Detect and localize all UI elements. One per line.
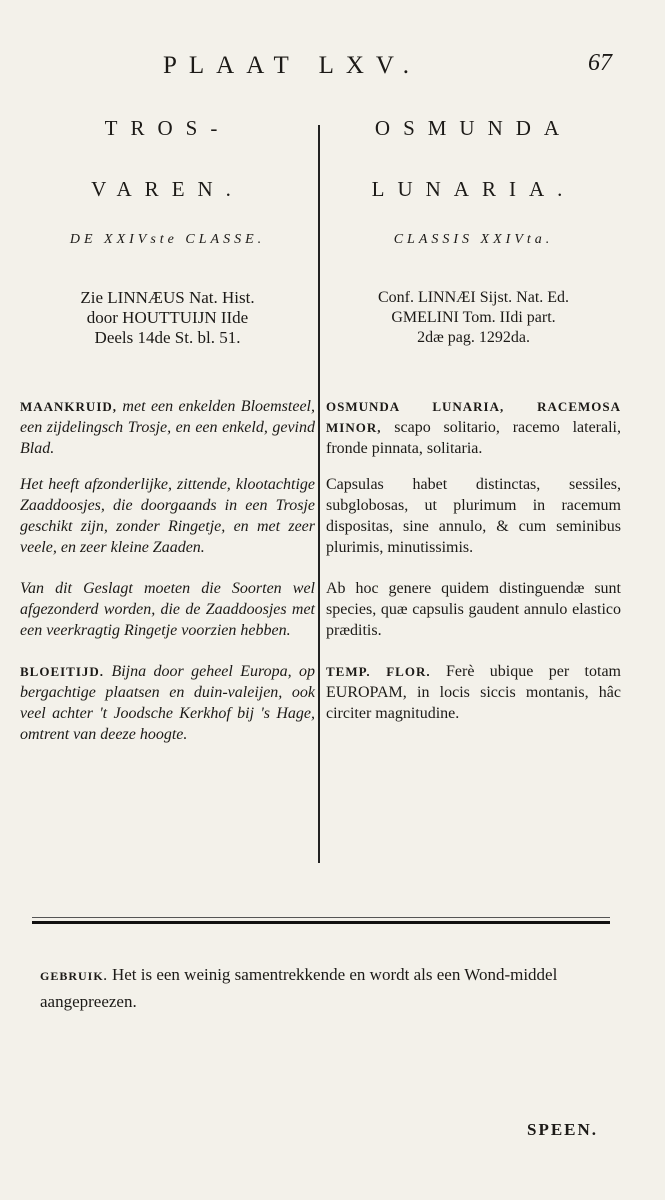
usage-lead: GEBRUIK. bbox=[40, 969, 108, 983]
dutch-name-lead: MAANKRUID, bbox=[20, 399, 118, 414]
latin-title-line-2: LUNARIA. bbox=[371, 177, 576, 201]
dutch-fruit-paragraph: Het heeft afzonderlijke, zittende, klootachtige Zaaddoosjes, die doorgaands in een Trosje geschikt zijn, zonder Ringetje, en met zeer veele, en zeer kleine Zaaden. bbox=[20, 476, 315, 556]
latin-column bbox=[326, 110, 621, 724]
dutch-reference-line: Zie LINNÆUS Nat. Hist. bbox=[80, 288, 255, 307]
section-rule-thin bbox=[32, 917, 610, 918]
latin-fruit-paragraph: Capsulas habet distinctas, sessiles, subglobosas, ut plurimum in racemum dispositas, sine annulo, & cum seminibus plurimis, minutissimis. bbox=[326, 476, 621, 556]
dutch-genus-note: Van dit Geslagt moeten die Soorten wel afgezonderd worden, die de Zaaddoosjes met een veerkragtig Ringetje voorzien hebben. bbox=[20, 580, 315, 639]
dutch-class-line: DE XXIVste CLASSE. bbox=[69, 232, 266, 247]
dutch-title-line-1: TROS- bbox=[104, 116, 231, 140]
dutch-title-line-2: VAREN. bbox=[91, 177, 244, 201]
latin-reference-line: 2dæ pag. 1292da. bbox=[417, 329, 530, 346]
plate-title: PLAAT LXV. bbox=[163, 52, 421, 79]
column-divider bbox=[318, 125, 320, 863]
dutch-flowering-time bbox=[20, 661, 315, 745]
dutch-description-text: met een enkelden Bloemsteel, een zijdelingsch Trosje, en een enkeld, gevind Blad. bbox=[20, 398, 315, 457]
usage-text: Het is een weinig samentrekkende en wordt als een Wond-middel aangepreezen. bbox=[40, 965, 558, 1011]
dutch-flowering-text: Bijna door geheel Europa, op bergachtige plaatsen en duin-valeijen, ook veel achter 't Joodsche Kerkhof bij 's Hage, omtrent van deeze hoogte. bbox=[20, 663, 315, 743]
usage-paragraph bbox=[40, 962, 620, 1014]
section-rule bbox=[32, 921, 610, 924]
dutch-description bbox=[20, 396, 315, 459]
latin-reference-line: GMELINI Tom. IIdi part. bbox=[391, 309, 556, 326]
dutch-flowering-lead: BLOEITIJD. bbox=[20, 664, 105, 679]
latin-reference-line: Conf. LINNÆI Sijst. Nat. Ed. bbox=[377, 289, 570, 306]
latin-flowering-lead: TEMP. FLOR. bbox=[326, 664, 431, 679]
dutch-column bbox=[20, 110, 315, 745]
dutch-reference bbox=[20, 288, 315, 348]
latin-class-line: CLASSIS XXIVta. bbox=[393, 232, 554, 247]
latin-description bbox=[326, 396, 621, 459]
latin-genus-note: Ab hoc genere quidem distinguendæ sunt species, quæ capsulis gaudent annulo elastico præditis. bbox=[326, 580, 621, 639]
catchword: SPEEN. bbox=[527, 1120, 599, 1139]
dutch-reference-line: door HOUTTUIJN IIde bbox=[86, 308, 249, 327]
latin-flowering-text: Ferè ubique per totam EUROPAM, in locis siccis montanis, hâc circiter magnitudine. bbox=[326, 663, 621, 722]
latin-description-text: scapo solitario, racemo laterali, fronde pinnata, solitaria. bbox=[326, 419, 621, 457]
latin-title-line-1: OSMUNDA bbox=[374, 116, 573, 140]
dutch-reference-line: Deels 14de St. bl. 51. bbox=[94, 328, 241, 347]
page-number: 67 bbox=[588, 50, 612, 76]
latin-reference bbox=[326, 288, 621, 348]
latin-name-lead: OSMUNDA LUNARIA, RACEMOSA MINOR, bbox=[326, 399, 621, 435]
latin-flowering-time bbox=[326, 661, 621, 724]
